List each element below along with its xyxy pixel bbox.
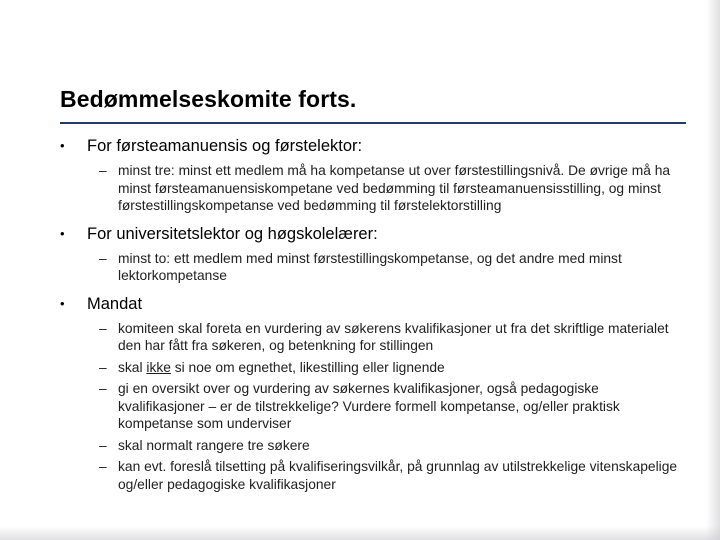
bullet-icon: • — [60, 225, 65, 241]
slide-title: Bedømmelseskomite forts. — [60, 86, 357, 112]
sub-bullet-item — [60, 458, 686, 493]
dash-icon: – — [99, 163, 107, 178]
dash-icon: – — [99, 437, 107, 453]
sub-bullet-text: minst tre: minst ett medlem må ha kompetanse ut over førstestillingsnivå. De øvrige må ha minst førsteamanuensiskompetane ved bedømming til førsteamanuensisstilling, og minst førstestillingskompetanse ved bedømming til førstelektorstilling — [118, 163, 671, 213]
sub-bullet-item — [60, 320, 686, 355]
bullet-item — [60, 136, 686, 156]
sub-bullet-item — [60, 380, 686, 433]
sub-bullet-text-after: si noe om egnethet, likestilling eller lignende — [170, 359, 445, 375]
underlined-word: ikke — [146, 359, 171, 375]
sub-bullet-item — [60, 437, 686, 455]
sub-bullet-text-before: skal — [118, 359, 147, 375]
dash-icon: – — [99, 359, 107, 375]
bullet-item — [60, 294, 686, 314]
bullet-label: For universitetslektor og høgskolelærer: — [87, 224, 378, 243]
sub-bullet-text: skal normalt rangere tre søkere — [118, 437, 310, 453]
slide-edge-shadow-right — [706, 0, 720, 540]
sub-bullet-text: kan evt. foreslå tilsetting på kvalifiseringsvilkår, på grunnlag av utilstrekkelige vitenskapelige og/eller pedagogiske kvalifikasjoner — [118, 459, 678, 492]
dash-icon: – — [99, 250, 107, 266]
sub-bullet-item — [60, 359, 686, 377]
bullet-icon: • — [60, 138, 65, 153]
slide-edge-shadow-bottom — [0, 526, 720, 540]
sub-bullet-item — [60, 250, 686, 285]
dash-icon: – — [99, 320, 107, 336]
sub-bullet-item — [60, 162, 686, 215]
sub-bullet-text: gi en oversikt over og vurdering av søkernes kvalifikasjoner, også pedagogiske kvalifikasjoner – er de tilstrekkelige? Vurdere formell kompetanse, og/eller praktisk kompetanse som underviser — [118, 381, 620, 431]
bullet-item — [60, 224, 686, 244]
slide-content — [60, 136, 686, 493]
sub-bullet-text: minst to: ett medlem med minst førstestillingskompetanse, og det andre med minst lektorkompetanse — [118, 250, 622, 283]
bullet-label: Mandat — [87, 294, 143, 313]
dash-icon: – — [99, 381, 107, 396]
sub-bullet-text: komiteen skal foreta en vurdering av søkerens kvalifikasjoner ut fra det skriftlige materialet den har fått fra søkeren, og betenkning for stillingen — [118, 320, 669, 353]
title-divider — [60, 122, 686, 124]
bullet-label: For førsteamanuensis og førstelektor: — [87, 137, 363, 155]
bullet-icon: • — [60, 295, 65, 311]
dash-icon: – — [99, 459, 107, 474]
